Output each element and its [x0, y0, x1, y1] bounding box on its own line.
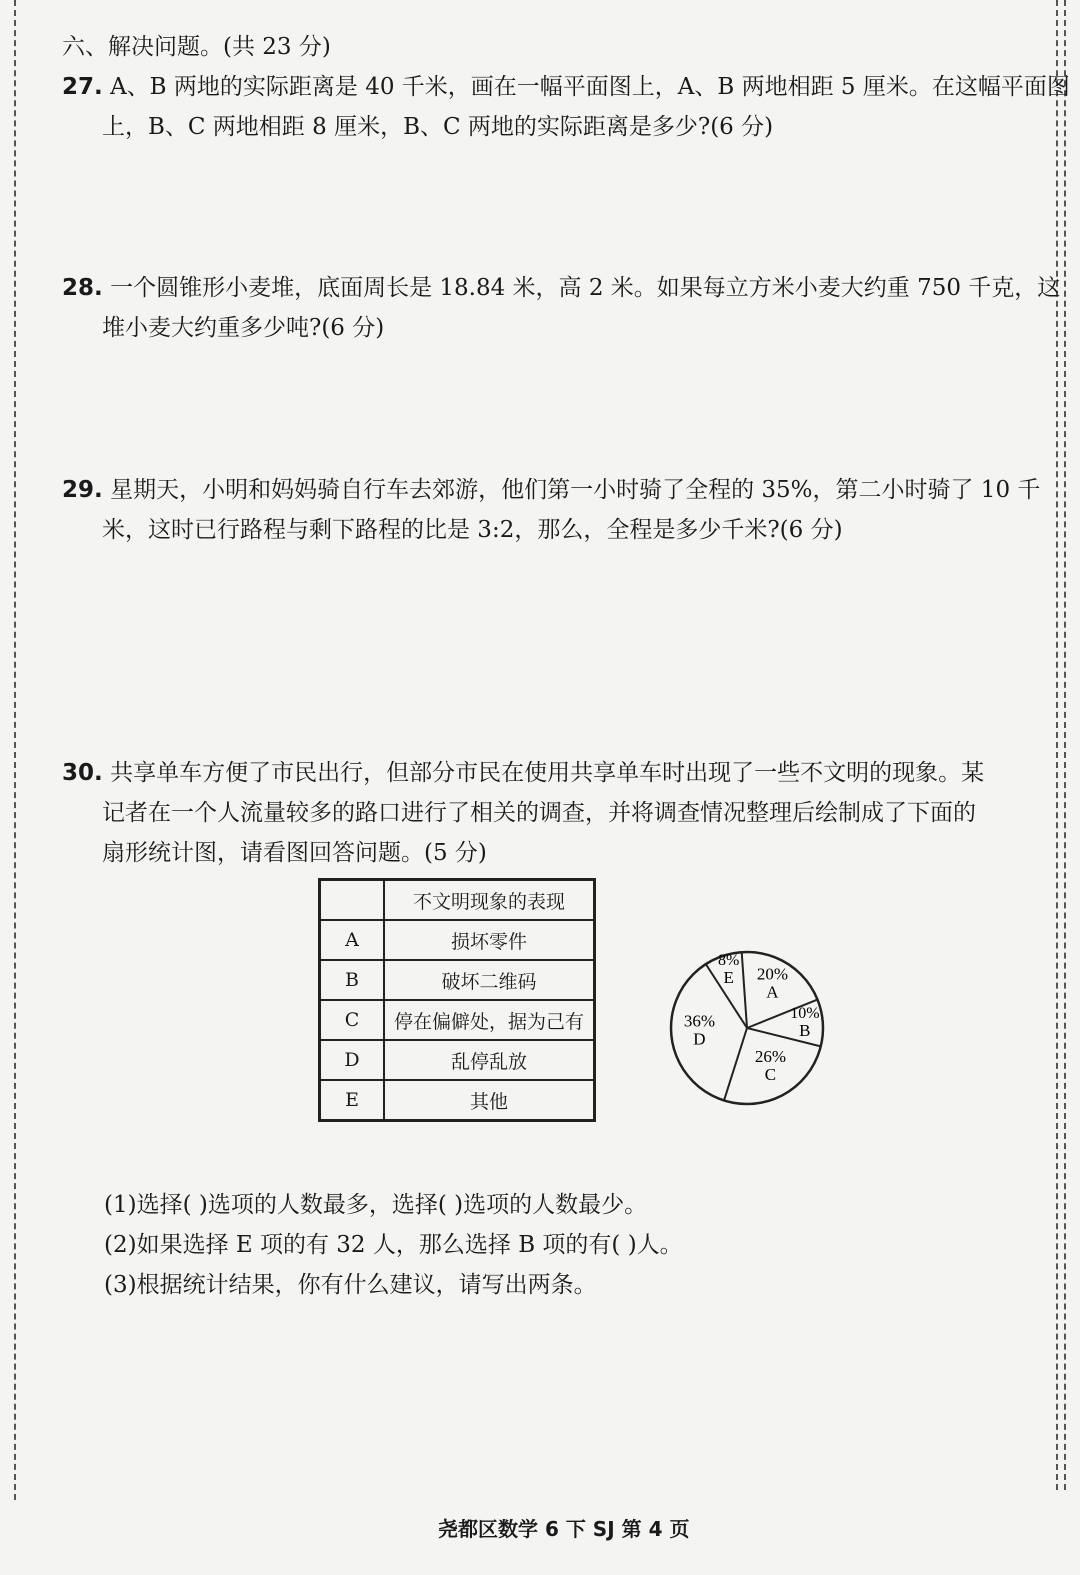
table-header: 不文明现象的表现 — [384, 880, 595, 921]
question-number: 30. — [62, 760, 103, 786]
table-cell-key: C — [320, 1000, 385, 1040]
table-cell-value: 停在偏僻处，据为己有 — [384, 1000, 595, 1040]
table-cell-value: 破坏二维码 — [384, 960, 595, 1000]
question-text: 记者在一个人流量较多的路口进行了相关的调查，并将调查情况整理后绘制成了下面的 — [102, 800, 976, 826]
pie-slice-label: E — [723, 967, 734, 987]
table-cell-value: 乱停乱放 — [384, 1040, 595, 1080]
section-title: 六、解决问题。(共 23 分) — [62, 34, 331, 60]
question-number: 29. — [62, 477, 103, 503]
pie-chart — [662, 946, 832, 1116]
table-row — [320, 960, 595, 1000]
right-binding-line — [1056, 0, 1066, 1490]
question-text: 米，这时已行路程与剩下路程的比是 3:2，那么，全程是多少千米?(6 分) — [102, 517, 843, 543]
question-28 — [62, 268, 1061, 348]
question-text: 堆小麦大约重多少吨?(6 分) — [102, 315, 385, 341]
pie-slice-label: D — [693, 1029, 706, 1049]
question-30 — [62, 753, 1047, 873]
pie-slice-percent: 20% — [756, 964, 789, 984]
table-header-blank — [320, 880, 385, 921]
pie-slice-label: A — [766, 982, 779, 1002]
table-row — [320, 1000, 595, 1040]
page-footer: 尧都区数学 6 下 SJ 第 4 页 — [438, 1517, 690, 1541]
table-cell-key: A — [320, 920, 385, 960]
table-header-row — [320, 880, 595, 921]
table-cell-key: E — [320, 1080, 385, 1121]
question-text: A、B 两地的实际距离是 40 千米，画在一幅平面图上，A、B 两地相距 5 厘米。在这幅平面图 — [110, 74, 1070, 100]
question-text: 扇形统计图，请看图回答问题。(5 分) — [102, 840, 487, 866]
pie-slice-percent: 10% — [790, 1004, 820, 1022]
pie-slice-percent: 26% — [754, 1046, 787, 1066]
question-number: 28. — [62, 275, 103, 301]
phenomena-table — [318, 878, 596, 1122]
table-cell-key: D — [320, 1040, 385, 1080]
table-row — [320, 920, 595, 960]
question-text: 星期天，小明和妈妈骑自行车去郊游，他们第一小时骑了全程的 35%，第二小时骑了 10 千 — [110, 477, 1041, 503]
question-number: 27. — [62, 74, 103, 100]
question-29 — [62, 470, 1047, 550]
table-cell-value: 其他 — [384, 1080, 595, 1121]
pie-slice-label: B — [799, 1020, 811, 1040]
subquestion-3: (3)根据统计结果，你有什么建议，请写出两条。 — [104, 1272, 597, 1298]
pie-slice-label: C — [764, 1064, 777, 1084]
question-text: 上，B、C 两地相距 8 厘米，B、C 两地的实际距离是多少?(6 分) — [102, 114, 774, 140]
question-text: 一个圆锥形小麦堆，底面周长是 18.84 米，高 2 米。如果每立方米小麦大约重 750 千克，这 — [110, 275, 1061, 301]
pie-slice-percent: 36% — [683, 1011, 716, 1031]
subquestion-2: (2)如果选择 E 项的有 32 人，那么选择 B 项的有( )人。 — [104, 1232, 683, 1258]
subquestion-1: (1)选择( )选项的人数最多，选择( )选项的人数最少。 — [104, 1192, 648, 1218]
left-binding-line — [14, 0, 16, 1500]
pie-slice-percent: 8% — [718, 951, 740, 969]
question-text: 共享单车方便了市民出行，但部分市民在使用共享单车时出现了一些不文明的现象。某 — [110, 760, 985, 786]
table-cell-key: B — [320, 960, 385, 1000]
question-27 — [62, 67, 1070, 147]
table-row — [320, 1080, 595, 1121]
table-cell-value: 损坏零件 — [384, 920, 595, 960]
table-row — [320, 1040, 595, 1080]
